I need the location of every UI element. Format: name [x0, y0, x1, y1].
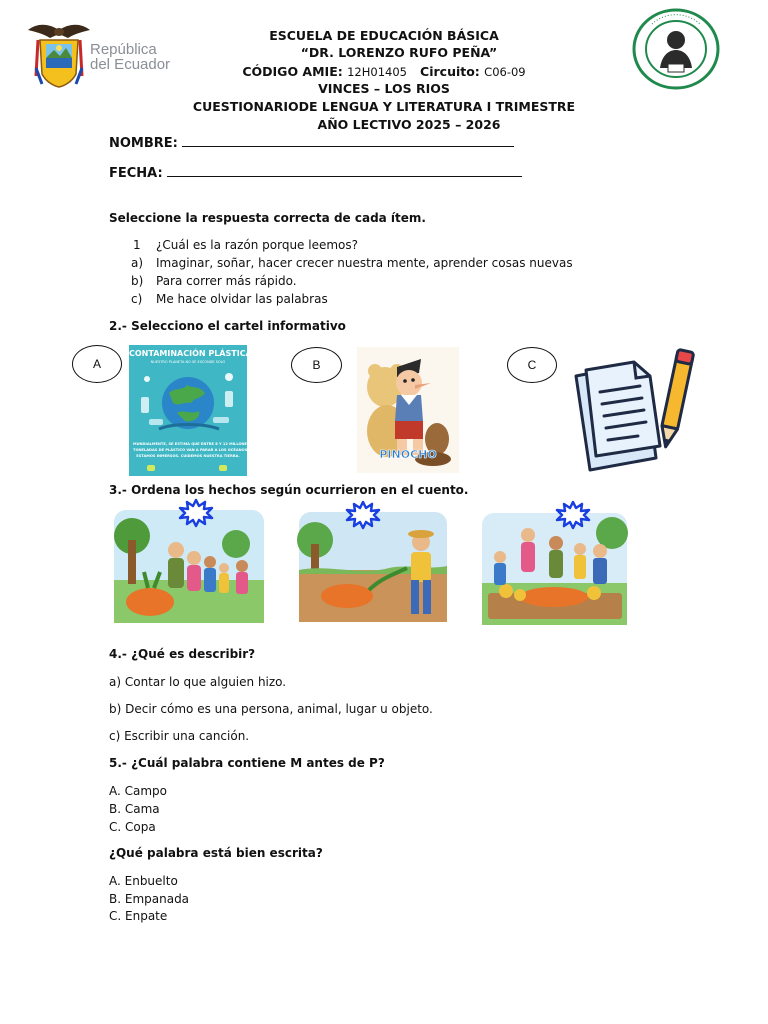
poster-subtitle: NUESTRO PLANETA NO SE ESCONDE SOLO — [150, 360, 226, 364]
q5-option-a[interactable]: A. Campo — [109, 784, 168, 798]
q4-title: 4.- ¿Qué es describir? — [109, 647, 256, 661]
poster-title: CONTAMINACIÓN PLÁSTICA — [129, 349, 252, 358]
family-feast-icon — [482, 513, 627, 625]
q6-option-b[interactable]: B. Empanada — [109, 892, 190, 906]
school-seal-icon — [632, 8, 720, 90]
date-input-line[interactable] — [167, 165, 522, 177]
instructions: Seleccione la respuesta correcta de cada ítem. — [109, 211, 426, 225]
poster-body: MUNDIALMENTE, SE ESTIMA QUE ENTRE 8 Y 12 MILLONES DE TONELADAS DE PLÁSTICO VAN A PARAR A LOS OCÉANOS CADA AÑO ESTAMOS INMERSOS. CUIDEMOS NUESTRA TIERRA. — [133, 442, 270, 458]
school-seal — [632, 8, 720, 90]
poster-logos — [147, 465, 227, 471]
q1-question: ¿Cuál es la razón porque leemos? — [156, 238, 359, 252]
name-input-line[interactable] — [182, 135, 514, 147]
q2-option-a-oval[interactable]: A — [72, 345, 122, 383]
documents-pencil-icon — [570, 348, 692, 472]
book-title: PINOCHO — [379, 448, 437, 461]
exam-title: CUESTIONARIODE LENGUA Y LITERATURA I TRIMESTRE — [192, 99, 576, 114]
star-burst-icon-2 — [345, 501, 381, 529]
q4-option-c[interactable]: c) Escribir una canción. — [109, 729, 250, 743]
documents-pencil-image[interactable] — [570, 348, 692, 472]
school-year: AÑO LECTIVO 2025 – 2026 — [317, 117, 501, 132]
earth-plastic-icon — [129, 363, 247, 435]
pinocchio-book-image[interactable] — [357, 347, 459, 473]
location: VINCES – LOS RIOS — [318, 81, 450, 96]
q2-option-b-oval[interactable]: B — [291, 347, 342, 383]
q1-option-c-letter: c) — [131, 292, 143, 306]
q4-option-b[interactable]: b) Decir cómo es una persona, animal, lugar u objeto. — [109, 702, 433, 716]
q1-option-a[interactable]: Imaginar, soñar, hacer crecer nuestra mente, aprender cosas nuevas — [156, 256, 573, 270]
q1-option-c[interactable]: Me hace olvidar las palabras — [156, 292, 328, 306]
date-field: FECHA: — [109, 165, 522, 181]
amie-line: CÓDIGO AMIE: 12H01405 Circuito: C06-09 — [242, 64, 526, 79]
q2-title: 2.- Selecciono el cartel informativo — [109, 319, 346, 333]
q1-option-a-letter: a) — [131, 256, 144, 270]
q4-option-a[interactable]: a) Contar lo que alguien hizo. — [109, 675, 287, 689]
q6-option-c[interactable]: C. Enpate — [109, 909, 168, 923]
q2-option-c-oval[interactable]: C — [507, 347, 557, 383]
q1-number: 1 — [133, 238, 141, 252]
q1-option-b-letter: b) — [131, 274, 144, 288]
country-logo-text: República del Ecuador — [90, 41, 171, 73]
q5-option-b[interactable]: B. Cama — [109, 802, 160, 816]
star-burst-icon-1 — [178, 499, 214, 527]
school-name: ESCUELA DE EDUCACIÓN BÁSICA — [269, 28, 499, 43]
school-subname: “DR. LORENZO RUFO PEÑA” — [300, 45, 498, 60]
star-burst-icon-3 — [555, 501, 591, 529]
q6-option-a[interactable]: A. Enbuelto — [109, 874, 178, 888]
q5-option-c[interactable]: C. Copa — [109, 820, 156, 834]
q6-title: ¿Qué palabra está bien escrita? — [109, 846, 323, 860]
q1-option-b[interactable]: Para correr más rápido. — [156, 274, 297, 288]
q3-title: 3.- Ordena los hechos según ocurrieron en el cuento. — [109, 483, 469, 497]
story-scene-3-image[interactable] — [482, 513, 627, 625]
plastic-poster-image[interactable] — [129, 345, 270, 476]
name-field: NOMBRE: — [109, 135, 514, 151]
q5-title: 5.- ¿Cuál palabra contiene M antes de P? — [109, 756, 385, 770]
